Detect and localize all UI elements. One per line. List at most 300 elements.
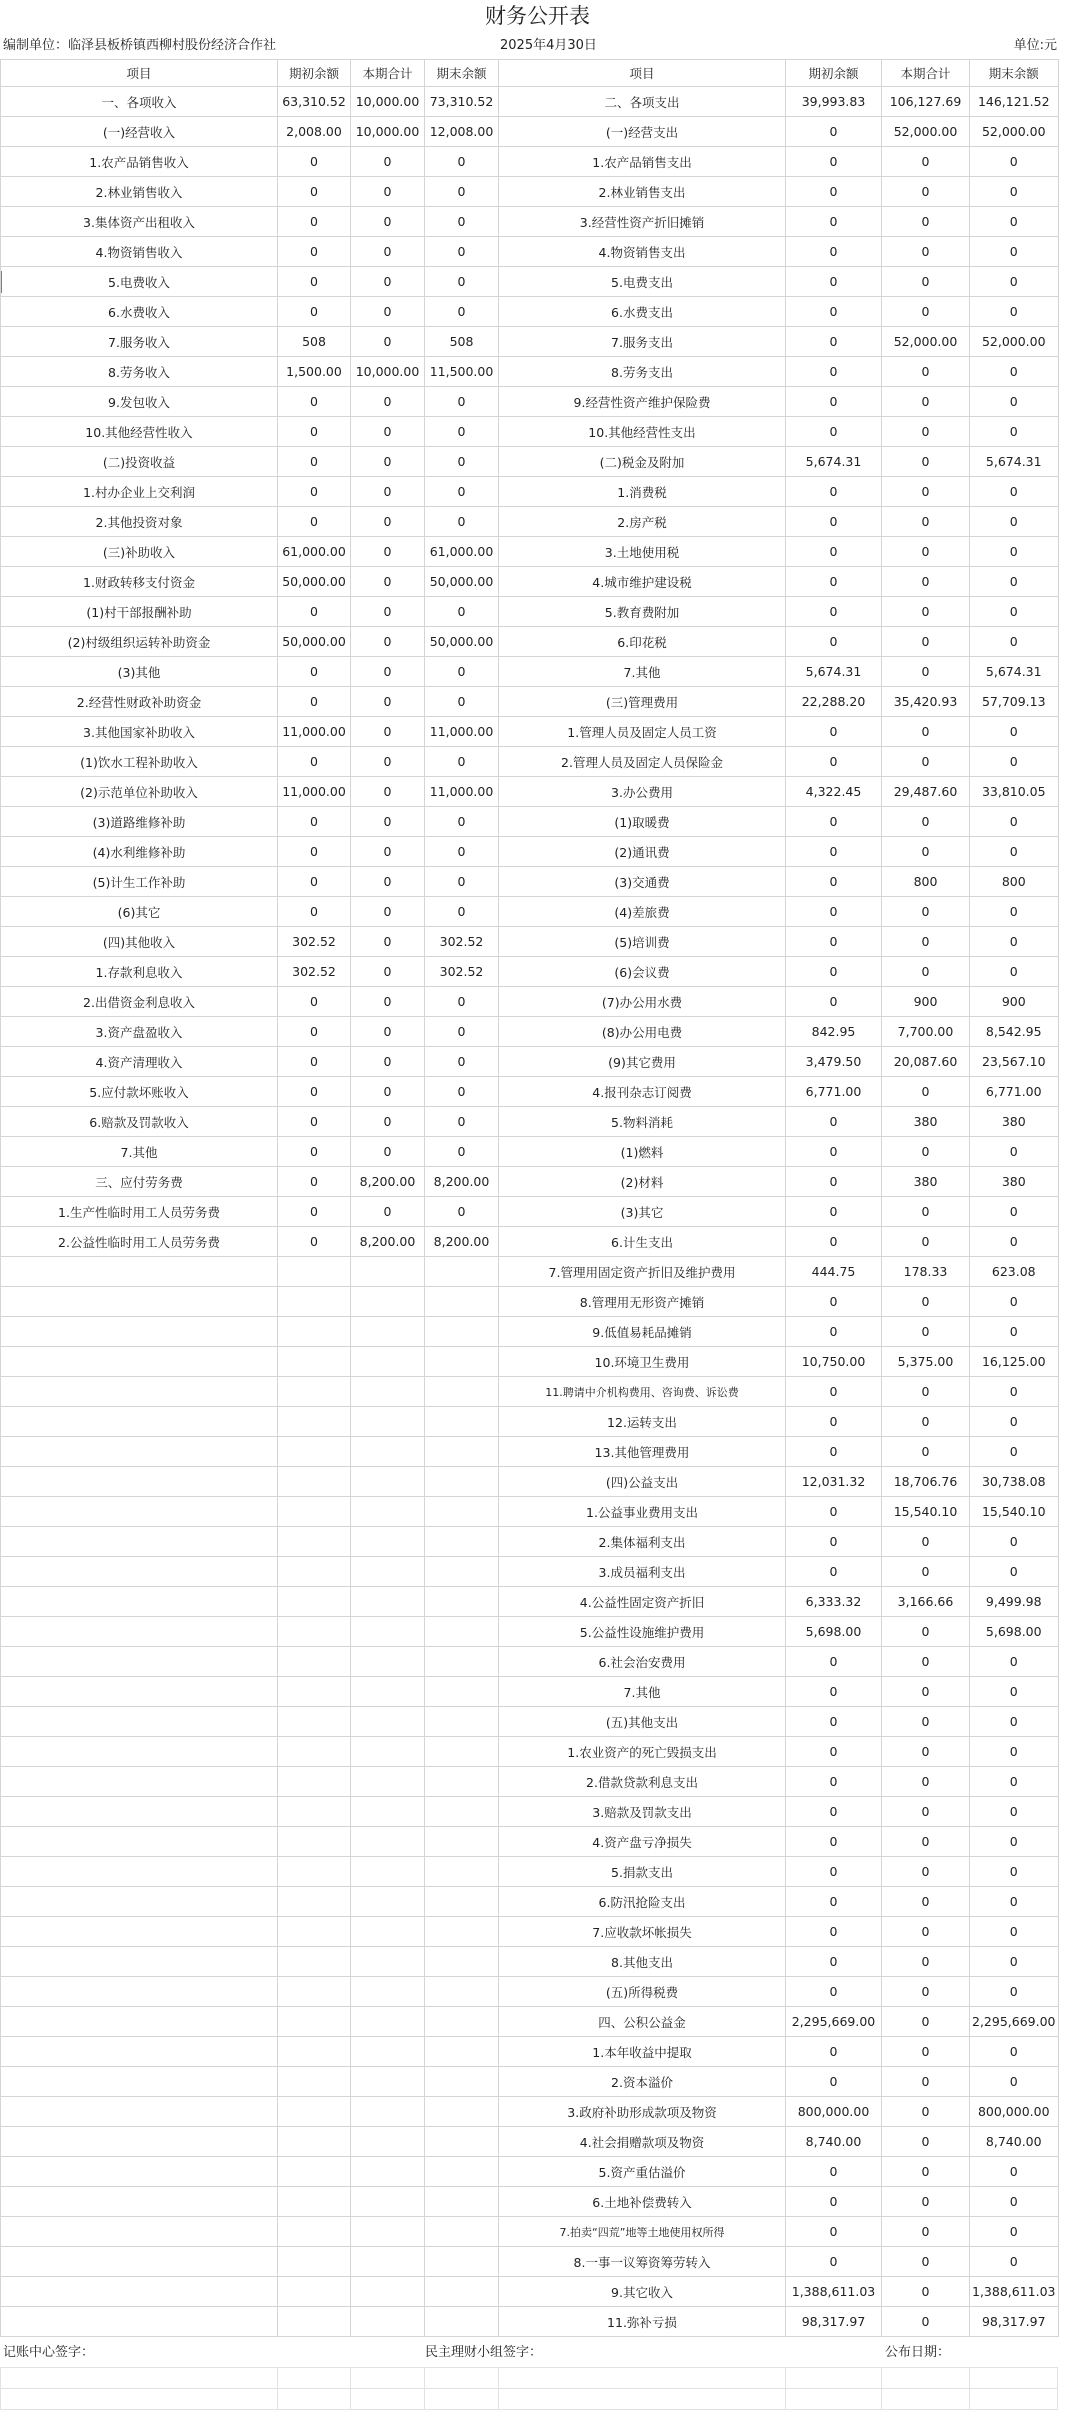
income-closing-cell: 0 [425, 207, 499, 237]
income-period-cell [351, 2127, 425, 2157]
header-income-item: 项目 [1, 60, 278, 87]
table-row [1, 1797, 1059, 1827]
expense-opening-cell: 0 [786, 1827, 882, 1857]
income-period-cell [351, 1707, 425, 1737]
income-closing-cell [425, 2097, 499, 2127]
income-item-cell: 2.林业销售收入 [1, 177, 278, 207]
income-opening-cell: 50,000.00 [278, 627, 351, 657]
income-closing-cell: 0 [425, 1107, 499, 1137]
table-row [1, 747, 1059, 777]
expense-item-cell: 2.集体福利支出 [499, 1527, 786, 1557]
income-item-cell [1, 1437, 278, 1467]
expense-opening-cell: 0 [786, 357, 882, 387]
table-row [1, 1377, 1059, 1407]
expense-item-cell: (9)其它费用 [499, 1047, 786, 1077]
income-period-cell: 0 [351, 267, 425, 297]
table-row [1, 2277, 1059, 2307]
income-item-cell: 6.水费收入 [1, 297, 278, 327]
expense-opening-cell: 444.75 [786, 1257, 882, 1287]
income-opening-cell: 0 [278, 417, 351, 447]
expense-closing-cell: 0 [970, 957, 1059, 987]
expense-opening-cell: 0 [786, 1857, 882, 1887]
income-item-cell: 5.应付款坏账收入 [1, 1077, 278, 1107]
income-closing-cell: 0 [425, 1137, 499, 1167]
table-row [1, 1707, 1059, 1737]
income-item-cell: (5)计生工作补助 [1, 867, 278, 897]
income-item-cell: 9.发包收入 [1, 387, 278, 417]
expense-closing-cell: 0 [970, 1437, 1059, 1467]
income-closing-cell: 0 [425, 1077, 499, 1107]
expense-period-cell: 0 [882, 1077, 970, 1107]
expense-period-cell: 0 [882, 1647, 970, 1677]
income-opening-cell: 63,310.52 [278, 87, 351, 117]
income-closing-cell: 302.52 [425, 957, 499, 987]
income-period-cell [351, 2067, 425, 2097]
table-row [1, 1827, 1059, 1857]
income-item-cell: 2.其他投资对象 [1, 507, 278, 537]
income-closing-cell [425, 1647, 499, 1677]
income-period-cell [351, 1407, 425, 1437]
income-closing-cell: 0 [425, 1047, 499, 1077]
expense-item-cell: 6.印花税 [499, 627, 786, 657]
table-header-row [1, 60, 1059, 87]
expense-item-cell: (五)所得税费 [499, 1977, 786, 2007]
expense-period-cell: 106,127.69 [882, 87, 970, 117]
table-row [1, 987, 1059, 1017]
income-opening-cell [278, 1677, 351, 1707]
income-closing-cell: 0 [425, 447, 499, 477]
income-period-cell: 0 [351, 687, 425, 717]
expense-item-cell: 1.本年收益中提取 [499, 2037, 786, 2067]
income-item-cell [1, 1287, 278, 1317]
income-item-cell [1, 1587, 278, 1617]
income-closing-cell [425, 2307, 499, 2337]
income-closing-cell [425, 1947, 499, 1977]
expense-item-cell: 7.应收款坏帐损失 [499, 1917, 786, 1947]
income-item-cell: 2.出借资金利息收入 [1, 987, 278, 1017]
expense-opening-cell: 5,674.31 [786, 447, 882, 477]
expense-closing-cell: 5,674.31 [970, 657, 1059, 687]
table-row [1, 657, 1059, 687]
expense-item-cell: (8)办公用电费 [499, 1017, 786, 1047]
expense-item-cell: (三)管理费用 [499, 687, 786, 717]
income-closing-cell: 11,000.00 [425, 717, 499, 747]
expense-closing-cell: 0 [970, 237, 1059, 267]
publish-date-label: 公布日期： [885, 2345, 951, 2360]
table-row [1, 717, 1059, 747]
expense-item-cell: (二)税金及附加 [499, 447, 786, 477]
income-item-cell [1, 1767, 278, 1797]
expense-opening-cell: 0 [786, 327, 882, 357]
expense-closing-cell: 30,738.08 [970, 1467, 1059, 1497]
expense-closing-cell: 0 [970, 1527, 1059, 1557]
expense-item-cell: (4)差旅费 [499, 897, 786, 927]
expense-item-cell: 5.捐款支出 [499, 1857, 786, 1887]
expense-closing-cell: 0 [970, 1317, 1059, 1347]
income-opening-cell: 61,000.00 [278, 537, 351, 567]
table-row [1, 1257, 1059, 1287]
income-period-cell: 0 [351, 627, 425, 657]
income-item-cell [1, 2097, 278, 2127]
table-row [1, 807, 1059, 837]
accounting-signature-label: 记账中心签字： [3, 2345, 95, 2360]
income-period-cell [351, 1527, 425, 1557]
expense-closing-cell: 800 [970, 867, 1059, 897]
expense-period-cell: 0 [882, 897, 970, 927]
income-closing-cell [425, 1557, 499, 1587]
expense-period-cell: 0 [882, 2037, 970, 2067]
expense-closing-cell: 1,388,611.03 [970, 2277, 1059, 2307]
income-opening-cell [278, 1527, 351, 1557]
income-item-cell: (2)示范单位补助收入 [1, 777, 278, 807]
expense-period-cell: 0 [882, 1557, 970, 1587]
expense-item-cell: (7)办公用水费 [499, 987, 786, 1017]
income-opening-cell: 0 [278, 507, 351, 537]
table-row [1, 1647, 1059, 1677]
expense-period-cell: 7,700.00 [882, 1017, 970, 1047]
header-expense-period: 本期合计 [882, 60, 970, 87]
table-row [1, 1227, 1059, 1257]
income-period-cell [351, 1827, 425, 1857]
income-item-cell [1, 1677, 278, 1707]
income-item-cell [1, 1887, 278, 1917]
empty-cell [425, 2389, 499, 2410]
expense-item-cell: 8.其他支出 [499, 1947, 786, 1977]
expense-period-cell: 178.33 [882, 1257, 970, 1287]
income-period-cell [351, 1647, 425, 1677]
income-closing-cell: 0 [425, 687, 499, 717]
income-period-cell: 0 [351, 597, 425, 627]
empty-cell [499, 2368, 786, 2389]
expense-item-cell: 5.物料消耗 [499, 1107, 786, 1137]
expense-opening-cell: 0 [786, 297, 882, 327]
income-opening-cell: 0 [278, 867, 351, 897]
income-item-cell [1, 1827, 278, 1857]
income-opening-cell: 11,000.00 [278, 777, 351, 807]
income-period-cell [351, 2097, 425, 2127]
income-opening-cell: 0 [278, 807, 351, 837]
expense-item-cell: 2.管理人员及固定人员保险金 [499, 747, 786, 777]
income-item-cell: 7.服务收入 [1, 327, 278, 357]
income-item-cell: 3.其他国家补助收入 [1, 717, 278, 747]
expense-period-cell: 0 [882, 207, 970, 237]
income-opening-cell [278, 1857, 351, 1887]
expense-closing-cell: 0 [970, 627, 1059, 657]
income-opening-cell [278, 1827, 351, 1857]
income-item-cell [1, 2277, 278, 2307]
expense-closing-cell: 0 [970, 357, 1059, 387]
expense-period-cell: 800 [882, 867, 970, 897]
expense-period-cell: 0 [882, 447, 970, 477]
income-closing-cell: 0 [425, 177, 499, 207]
expense-opening-cell: 0 [786, 927, 882, 957]
table-row [1, 387, 1059, 417]
income-opening-cell [278, 1377, 351, 1407]
income-period-cell: 10,000.00 [351, 117, 425, 147]
expense-item-cell: 二、各项支出 [499, 87, 786, 117]
expense-closing-cell: 0 [970, 297, 1059, 327]
income-opening-cell: 0 [278, 597, 351, 627]
table-row [1, 1407, 1059, 1437]
income-closing-cell [425, 1977, 499, 2007]
expense-closing-cell: 5,698.00 [970, 1617, 1059, 1647]
income-opening-cell: 0 [278, 447, 351, 477]
expense-closing-cell: 800,000.00 [970, 2097, 1059, 2127]
empty-cell [499, 2389, 786, 2410]
income-period-cell [351, 1287, 425, 1317]
income-closing-cell: 12,008.00 [425, 117, 499, 147]
expense-opening-cell: 0 [786, 747, 882, 777]
income-opening-cell: 508 [278, 327, 351, 357]
income-opening-cell [278, 1647, 351, 1677]
income-item-cell: (1)饮水工程补助收入 [1, 747, 278, 777]
income-item-cell: 1.财政转移支付资金 [1, 567, 278, 597]
expense-opening-cell: 0 [786, 2247, 882, 2277]
expense-period-cell: 0 [882, 2007, 970, 2037]
expense-closing-cell: 0 [970, 1227, 1059, 1257]
expense-item-cell: 3.土地使用税 [499, 537, 786, 567]
expense-opening-cell: 0 [786, 1437, 882, 1467]
income-opening-cell [278, 1257, 351, 1287]
expense-period-cell: 29,487.60 [882, 777, 970, 807]
income-item-cell [1, 2187, 278, 2217]
table-row [1, 1737, 1059, 1767]
expense-period-cell: 0 [882, 1917, 970, 1947]
expense-opening-cell: 2,295,669.00 [786, 2007, 882, 2037]
finance-group-signature-label: 民主理财小组签字： [425, 2345, 543, 2360]
expense-opening-cell: 842.95 [786, 1017, 882, 1047]
income-period-cell: 0 [351, 387, 425, 417]
expense-closing-cell: 0 [970, 2067, 1059, 2097]
expense-closing-cell: 0 [970, 1827, 1059, 1857]
income-item-cell [1, 1497, 278, 1527]
expense-period-cell: 0 [882, 1887, 970, 1917]
income-closing-cell [425, 1737, 499, 1767]
income-closing-cell: 73,310.52 [425, 87, 499, 117]
income-period-cell: 0 [351, 537, 425, 567]
income-period-cell [351, 1317, 425, 1347]
expense-closing-cell: 0 [970, 1707, 1059, 1737]
expense-item-cell: 2.房产税 [499, 507, 786, 537]
expense-period-cell: 0 [882, 2217, 970, 2247]
income-item-cell [1, 1917, 278, 1947]
expense-item-cell: 8.一事一议筹资筹劳转入 [499, 2247, 786, 2277]
table-row [1, 597, 1059, 627]
table-row [1, 957, 1059, 987]
income-opening-cell: 0 [278, 207, 351, 237]
income-period-cell: 0 [351, 987, 425, 1017]
expense-closing-cell: 0 [970, 1917, 1059, 1947]
income-opening-cell [278, 1707, 351, 1737]
expense-item-cell: 13.其他管理费用 [499, 1437, 786, 1467]
income-closing-cell: 0 [425, 597, 499, 627]
expense-period-cell: 52,000.00 [882, 117, 970, 147]
expense-opening-cell: 0 [786, 2157, 882, 2187]
income-opening-cell: 0 [278, 1017, 351, 1047]
income-period-cell: 0 [351, 147, 425, 177]
table-row [1, 1587, 1059, 1617]
expense-opening-cell: 0 [786, 2067, 882, 2097]
expense-opening-cell: 0 [786, 1887, 882, 1917]
income-period-cell: 0 [351, 237, 425, 267]
expense-opening-cell: 0 [786, 1107, 882, 1137]
expense-opening-cell: 0 [786, 1227, 882, 1257]
expense-item-cell: 2.借款贷款利息支出 [499, 1767, 786, 1797]
expense-opening-cell: 0 [786, 1287, 882, 1317]
expense-closing-cell: 16,125.00 [970, 1347, 1059, 1377]
income-opening-cell [278, 2187, 351, 2217]
expense-item-cell: 8.管理用无形资产摊销 [499, 1287, 786, 1317]
expense-period-cell: 0 [882, 1737, 970, 1767]
trailing-grid [0, 2367, 1058, 2410]
income-closing-cell [425, 1707, 499, 1737]
expense-opening-cell: 3,479.50 [786, 1047, 882, 1077]
income-item-cell [1, 1467, 278, 1497]
expense-period-cell: 0 [882, 1677, 970, 1707]
expense-opening-cell: 0 [786, 867, 882, 897]
expense-opening-cell: 0 [786, 2217, 882, 2247]
table-row [1, 237, 1059, 267]
expense-opening-cell: 0 [786, 207, 882, 237]
expense-period-cell: 0 [882, 477, 970, 507]
table-row [1, 1527, 1059, 1557]
expense-item-cell: 1.公益事业费用支出 [499, 1497, 786, 1527]
expense-period-cell: 0 [882, 957, 970, 987]
income-item-cell: 6.赔款及罚款收入 [1, 1107, 278, 1137]
expense-closing-cell: 8,740.00 [970, 2127, 1059, 2157]
income-opening-cell [278, 2097, 351, 2127]
expense-opening-cell: 0 [786, 567, 882, 597]
expense-opening-cell: 0 [786, 1677, 882, 1707]
table-row [1, 207, 1059, 237]
expense-item-cell: (3)交通费 [499, 867, 786, 897]
income-item-cell [1, 1257, 278, 1287]
table-row [1, 2067, 1059, 2097]
table-row [1, 1047, 1059, 1077]
income-opening-cell: 2,008.00 [278, 117, 351, 147]
table-row [1, 1467, 1059, 1497]
expense-closing-cell: 0 [970, 2157, 1059, 2187]
expense-period-cell: 15,540.10 [882, 1497, 970, 1527]
income-period-cell [351, 1587, 425, 1617]
income-opening-cell [278, 1467, 351, 1497]
income-opening-cell: 1,500.00 [278, 357, 351, 387]
expense-closing-cell: 0 [970, 717, 1059, 747]
expense-period-cell: 0 [882, 2307, 970, 2337]
income-item-cell [1, 1797, 278, 1827]
income-closing-cell [425, 2127, 499, 2157]
income-period-cell: 10,000.00 [351, 357, 425, 387]
income-period-cell: 0 [351, 177, 425, 207]
income-item-cell: (一)经营收入 [1, 117, 278, 147]
income-item-cell: 5.电费收入 [1, 267, 278, 297]
expense-period-cell: 18,706.76 [882, 1467, 970, 1497]
expense-item-cell: 9.经营性资产维护保险费 [499, 387, 786, 417]
income-closing-cell [425, 1407, 499, 1437]
income-closing-cell [425, 2187, 499, 2217]
empty-cell [970, 2389, 1058, 2410]
income-period-cell: 0 [351, 807, 425, 837]
expense-period-cell: 0 [882, 1317, 970, 1347]
expense-item-cell: 5.公益性设施维护费用 [499, 1617, 786, 1647]
table-row [1, 2187, 1059, 2217]
income-closing-cell: 0 [425, 147, 499, 177]
income-item-cell: (3)其他 [1, 657, 278, 687]
income-period-cell: 0 [351, 417, 425, 447]
expense-closing-cell: 0 [970, 417, 1059, 447]
table-row [1, 327, 1059, 357]
expense-period-cell: 0 [882, 1377, 970, 1407]
income-opening-cell: 11,000.00 [278, 717, 351, 747]
income-item-cell: (6)其它 [1, 897, 278, 927]
expense-closing-cell: 900 [970, 987, 1059, 1017]
expense-opening-cell: 0 [786, 117, 882, 147]
empty-cell [970, 2368, 1058, 2389]
expense-opening-cell: 0 [786, 1977, 882, 2007]
income-period-cell [351, 1497, 425, 1527]
expense-period-cell: 0 [882, 1977, 970, 2007]
expense-item-cell: 6.土地补偿费转入 [499, 2187, 786, 2217]
expense-period-cell: 35,420.93 [882, 687, 970, 717]
expense-opening-cell: 98,317.97 [786, 2307, 882, 2337]
income-period-cell: 0 [351, 327, 425, 357]
expense-period-cell: 0 [882, 2067, 970, 2097]
expense-closing-cell: 0 [970, 2187, 1059, 2217]
expense-opening-cell: 6,771.00 [786, 1077, 882, 1107]
expense-closing-cell: 0 [970, 1287, 1059, 1317]
income-item-cell: 一、各项收入 [1, 87, 278, 117]
income-opening-cell [278, 1617, 351, 1647]
income-closing-cell: 0 [425, 747, 499, 777]
income-closing-cell: 11,500.00 [425, 357, 499, 387]
income-closing-cell: 0 [425, 807, 499, 837]
expense-period-cell: 0 [882, 747, 970, 777]
expense-period-cell: 0 [882, 267, 970, 297]
expense-closing-cell: 0 [970, 1977, 1059, 2007]
income-closing-cell [425, 1917, 499, 1947]
income-closing-cell [425, 1317, 499, 1347]
expense-opening-cell: 0 [786, 1647, 882, 1677]
income-period-cell [351, 2247, 425, 2277]
expense-item-cell: 4.城市维护建设税 [499, 567, 786, 597]
income-opening-cell [278, 1797, 351, 1827]
income-item-cell [1, 2217, 278, 2247]
income-opening-cell [278, 1407, 351, 1437]
income-item-cell [1, 2157, 278, 2187]
income-opening-cell: 0 [278, 387, 351, 417]
income-item-cell: (三)补助收入 [1, 537, 278, 567]
expense-closing-cell: 146,121.52 [970, 87, 1059, 117]
table-row [1, 867, 1059, 897]
table-row [1, 417, 1059, 447]
expense-closing-cell: 23,567.10 [970, 1047, 1059, 1077]
income-item-cell: 1.农产品销售收入 [1, 147, 278, 177]
income-opening-cell: 0 [278, 1197, 351, 1227]
income-period-cell: 0 [351, 477, 425, 507]
income-opening-cell: 0 [278, 837, 351, 867]
income-item-cell: 10.其他经营性收入 [1, 417, 278, 447]
income-period-cell [351, 1977, 425, 2007]
income-item-cell: 4.物资销售收入 [1, 237, 278, 267]
expense-period-cell: 0 [882, 1287, 970, 1317]
income-opening-cell: 0 [278, 177, 351, 207]
income-item-cell: 1.存款利息收入 [1, 957, 278, 987]
finance-table [0, 59, 1059, 2337]
table-row [1, 1977, 1059, 2007]
income-opening-cell: 0 [278, 1167, 351, 1197]
expense-closing-cell: 8,542.95 [970, 1017, 1059, 1047]
expense-item-cell: 5.电费支出 [499, 267, 786, 297]
